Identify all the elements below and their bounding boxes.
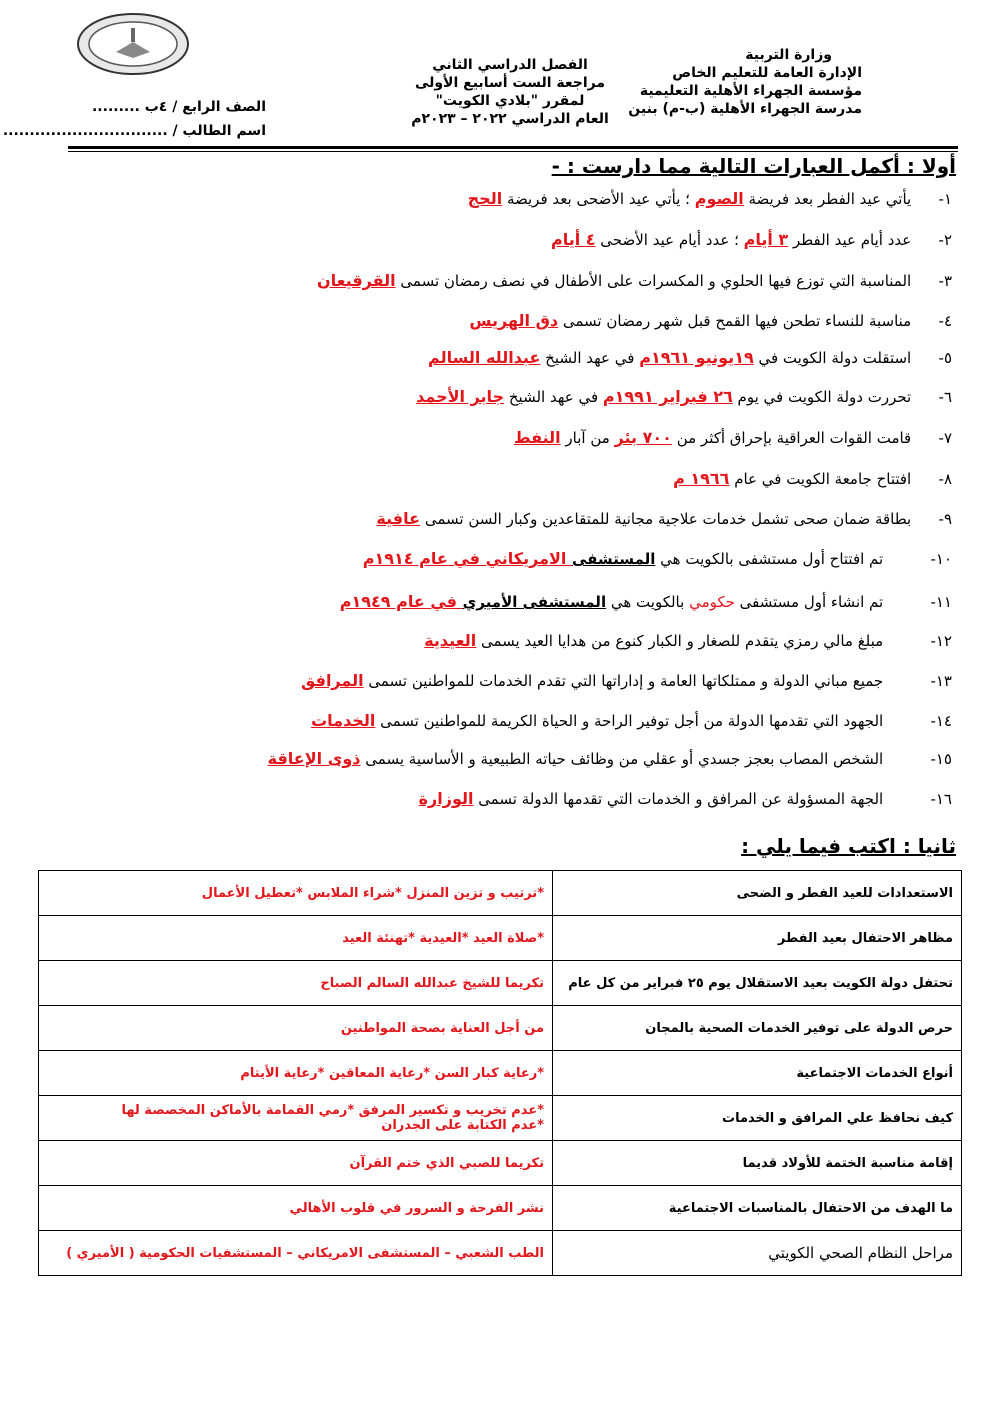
question-text: بالكويت هي bbox=[606, 593, 690, 611]
question-text: تم افتتاح أول مستشفى بالكويت هي bbox=[655, 550, 884, 568]
answer-cell bbox=[39, 1006, 553, 1051]
answer-text: ٤ أيام bbox=[550, 230, 596, 249]
table-row bbox=[39, 1141, 962, 1186]
answer-cell bbox=[39, 1231, 553, 1276]
table-row bbox=[39, 961, 962, 1006]
question-item bbox=[52, 268, 952, 294]
question-number: ١٤- bbox=[930, 712, 952, 730]
question-cell: حرص الدولة على توفير الخدمات الصحية بالمجان bbox=[553, 1006, 962, 1051]
answer-text: ١٩يونيو ١٩٦١م bbox=[639, 348, 754, 367]
question-cell: الاستعدادات للعيد الفطر و الضحى bbox=[553, 871, 962, 916]
question-text: تم انشاء أول مستشفى bbox=[734, 593, 884, 611]
answer-text: *ترتيب و تزين المنزل *شراء الملابس *تعطيل الأعمال bbox=[201, 885, 544, 901]
question-text: يأتي عيد الفطر بعد فريضة bbox=[743, 190, 912, 208]
answer-text: تكريما للشيخ عبدالله السالم الصباح bbox=[320, 975, 544, 991]
header-line: العام الدراسي ٢٠٢٢ – ٢٠٢٣م bbox=[411, 111, 609, 127]
answer-text: الامريكاني في عام ١٩١٤م bbox=[362, 549, 572, 568]
question-text: بطاقة ضمان صحى تشمل خدمات علاجية مجانية للمتقاعدين وكبار السن تسمى bbox=[420, 510, 912, 528]
question-number: ١٢- bbox=[930, 632, 952, 650]
question-number: ٦- bbox=[938, 388, 952, 406]
question-text: الشخص المصاب بعجز جسدي أو عقلي من وظائف حياته الطبيعية و الأساسية يسمى bbox=[360, 750, 884, 768]
question-item bbox=[52, 384, 952, 410]
table-row bbox=[39, 1186, 962, 1231]
question-text: استقلت دولة الكويت في bbox=[753, 349, 912, 367]
answer-text: من أجل العناية بصحة المواطنين bbox=[340, 1020, 544, 1036]
question-item bbox=[52, 668, 952, 694]
answer-text: ٧٠٠ بئر bbox=[614, 428, 672, 447]
section2-title: ثانيا : اكتب فيما يلي : bbox=[741, 834, 956, 858]
question-number: ١٣- bbox=[930, 672, 952, 690]
question-number: ١٥- bbox=[930, 750, 952, 768]
answer-text: الصوم bbox=[694, 189, 744, 208]
header-line: الإدارة العامة للتعليم الخاص bbox=[672, 65, 862, 81]
question-item bbox=[52, 786, 952, 812]
answer-text: ١٩٦٦ م bbox=[673, 469, 730, 488]
question-cell: كيف نحافظ علي المرافق و الخدمات bbox=[553, 1096, 962, 1141]
header-line: مراجعة الست أسابيع الأولى bbox=[414, 75, 606, 91]
question-item bbox=[52, 466, 952, 492]
answer-text: الخدمات bbox=[311, 711, 376, 730]
question-text: في عهد الشيخ bbox=[540, 349, 640, 367]
question-text: الجهة المسؤولة عن المرافق و الخدمات التي تقدمها الدولة تسمى bbox=[473, 790, 884, 808]
answer-text: العيدية bbox=[424, 631, 477, 650]
question-item bbox=[52, 628, 952, 654]
question-text: الجهود التي تقدمها الدولة من أجل توفير الراحة و الحياة الكريمة للمواطنين تسمى bbox=[375, 712, 884, 730]
question-number: ٤- bbox=[938, 312, 952, 330]
question-item bbox=[52, 589, 952, 615]
answer-cell bbox=[39, 871, 553, 916]
answer-text: دق الهريس bbox=[469, 311, 559, 330]
question-number: ١- bbox=[938, 190, 952, 208]
question-number: ٥- bbox=[938, 349, 952, 367]
question-number: ٢- bbox=[938, 231, 952, 249]
question-number: ٩- bbox=[938, 510, 952, 528]
student-name-field[interactable]: اسم الطالب / ............................... bbox=[2, 123, 266, 139]
table-row bbox=[39, 1231, 962, 1276]
question-number: ٨- bbox=[938, 470, 952, 488]
answer-text: المرافق bbox=[301, 671, 364, 690]
answer-cell bbox=[39, 916, 553, 961]
question-cell: مظاهر الاحتفال بعيد الفطر bbox=[553, 916, 962, 961]
question-item bbox=[52, 546, 952, 572]
header-divider bbox=[68, 146, 958, 149]
ministry-header bbox=[628, 46, 862, 118]
question-item bbox=[52, 186, 952, 212]
section1-title: أولا : أكمل العبارات التالية مما دارست : - bbox=[551, 154, 956, 178]
keyword-text: المستشفى bbox=[571, 550, 656, 568]
header-line: لمقرر "بلادي الكويت" bbox=[435, 93, 585, 109]
question-number: ١٦- bbox=[930, 790, 952, 808]
question-item bbox=[52, 506, 952, 532]
question-text: ؛ عدد أيام عيد الأضحى bbox=[595, 231, 744, 249]
header-line: مؤسسة الجهراء الأهلية التعليمية bbox=[639, 83, 862, 99]
header-divider-thin bbox=[68, 151, 958, 152]
answer-text: القرقيعان bbox=[316, 271, 396, 290]
table-row bbox=[39, 1096, 962, 1141]
answer-text: في عام ١٩٤٩م bbox=[339, 592, 463, 611]
question-text: المناسبة التي توزع فيها الحلوي و المكسرات على الأطفال في نصف رمضان تسمى bbox=[395, 272, 912, 290]
table-row bbox=[39, 1006, 962, 1051]
question-text: مناسبة للنساء تطحن فيها القمح قبل شهر رمضان تسمى bbox=[558, 312, 912, 330]
answer-text: عافية bbox=[376, 509, 421, 528]
question-item bbox=[52, 227, 952, 253]
answer-cell bbox=[39, 1141, 553, 1186]
class-label: الصف الرابع / ٤ب ......... bbox=[91, 99, 266, 115]
answer-cell bbox=[39, 1186, 553, 1231]
answer-text: ذوى الإعاقة bbox=[267, 749, 361, 768]
answer-text: الطب الشعبي – المستشفى الامريكاني – المستشفيات الحكومية ( الأميري ) bbox=[66, 1245, 544, 1261]
answer-cell bbox=[39, 1096, 553, 1141]
question-item bbox=[52, 308, 952, 334]
question-text: قامت القوات العراقية بإحراق أكثر من bbox=[671, 429, 912, 447]
question-item bbox=[52, 345, 952, 371]
answer-text: جابر الأحمد bbox=[416, 387, 505, 406]
course-header bbox=[400, 56, 620, 128]
answer-text: الوزارة bbox=[418, 789, 474, 808]
keyword-text: المستشفى الأميري bbox=[462, 593, 607, 611]
question-number: ٧- bbox=[938, 429, 952, 447]
answer-text: تكريما للصبي الذي ختم القرآن bbox=[349, 1155, 544, 1171]
question-number: ١١- bbox=[930, 593, 952, 611]
question-cell: مراحل النظام الصحي الكويتي bbox=[553, 1231, 962, 1276]
answer-text: *عدم الكتابة على الجدران bbox=[381, 1118, 544, 1133]
question-item bbox=[52, 746, 952, 772]
question-text: ؛ يأتي عيد الأضحى بعد فريضة bbox=[502, 190, 695, 208]
answer-text: *صلاة العيد *العيدية *تهنئة العيد bbox=[342, 930, 544, 946]
answer-text: نشر الفرحة و السرور في قلوب الأهالي bbox=[289, 1200, 544, 1216]
question-cell: ما الهدف من الاحتفال بالمناسبات الاجتماعية bbox=[553, 1186, 962, 1231]
question-item bbox=[52, 708, 952, 734]
question-cell: تحتفل دولة الكويت بعيد الاستقلال يوم ٢٥ فبراير من كل عام bbox=[553, 961, 962, 1006]
table-row bbox=[39, 1051, 962, 1096]
question-text: جميع مباني الدولة و ممتلكاتها العامة و إداراتها التي تقدم الخدمات للمواطنين تسمى bbox=[363, 672, 884, 690]
answer-text: ٢٦ فبراير ١٩٩١م bbox=[602, 387, 733, 406]
table-row bbox=[39, 916, 962, 961]
question-text: مبلغ مالي رمزي يتقدم للصغار و الكبار كنوع من هدايا العيد يسمى bbox=[476, 632, 884, 650]
header-line: مدرسة الجهراء الأهلية (ب-م) بنين bbox=[628, 101, 862, 117]
question-cell: إقامة مناسبة الختمة للأولاد قديما bbox=[553, 1141, 962, 1186]
answer-text: حكومي bbox=[689, 593, 735, 611]
answer-text: *رعاية كبار السن *رعاية المعاقين *رعاية الأيتام bbox=[240, 1065, 544, 1081]
answer-text: ٣ أيام bbox=[743, 230, 789, 249]
answer-cell bbox=[39, 1051, 553, 1096]
question-text: افتتاح جامعة الكويت في عام bbox=[729, 470, 912, 488]
answer-text: النفط bbox=[513, 428, 561, 447]
question-number: ٣- bbox=[938, 272, 952, 290]
question-text: في عهد الشيخ bbox=[504, 388, 603, 406]
answer-text: الحج bbox=[467, 189, 503, 208]
question-number: ١٠- bbox=[930, 550, 952, 568]
table-row bbox=[39, 871, 962, 916]
question-text: تحررت دولة الكويت في يوم bbox=[732, 388, 912, 406]
question-text: من آبار bbox=[560, 429, 615, 447]
header-line: وزارة التربية bbox=[745, 47, 832, 63]
question-item bbox=[52, 425, 952, 451]
question-text: عدد أيام عيد الفطر bbox=[788, 231, 912, 249]
answer-cell bbox=[39, 961, 553, 1006]
question-cell: أنواع الخدمات الاجتماعية bbox=[553, 1051, 962, 1096]
answer-table bbox=[38, 870, 962, 1276]
header-line: الفصل الدراسي الثاني bbox=[432, 57, 588, 73]
school-logo bbox=[76, 12, 190, 76]
answer-text: عبدالله السالم bbox=[428, 348, 541, 367]
answer-text: *عدم تخريب و تكسير المرفق *رمي القمامة بالأماكن المخصصة لها bbox=[121, 1103, 544, 1118]
